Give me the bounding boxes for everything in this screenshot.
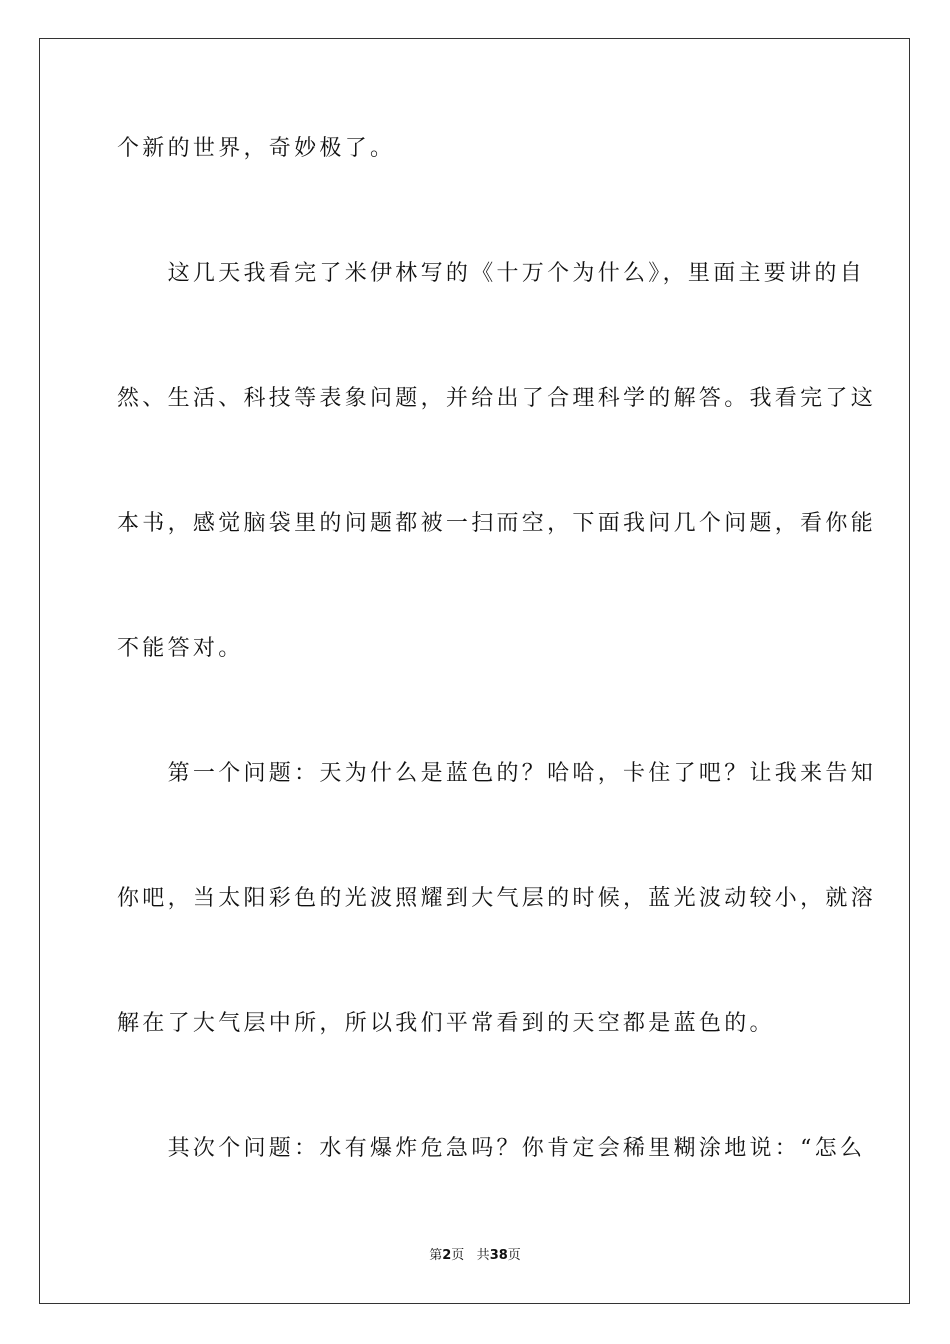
paragraph-line: 本书，感觉脑袋里的问题都被一扫而空，下面我问几个问题，看你能 [117,511,877,536]
footer-page-prefix: 第 [429,1248,443,1263]
paragraph-line: 个新的世界，奇妙极了。 [117,136,396,161]
paragraph-line: 第一个问题：天为什么是蓝色的？哈哈，卡住了吧？让我来告知 [117,761,877,786]
paragraph-line: 解在了大气层中所，所以我们平常看到的天空都是蓝色的。 [117,1011,775,1036]
footer-total-prefix: 共 [476,1248,490,1263]
page-footer [0,1247,950,1265]
paragraph-line: 然、生活、科技等表象问题，并给出了合理科学的解答。我看完了这 [117,386,877,411]
paragraph-line: 这几天我看完了米伊林写的《十万个为什么》，里面主要讲的自 [117,261,866,286]
footer-total-suffix: 页 [507,1248,521,1263]
page-border [39,38,910,1304]
footer-page-suffix: 页 [451,1248,465,1263]
paragraph-line: 你吧，当太阳彩色的光波照耀到大气层的时候，蓝光波动较小，就溶 [117,886,877,911]
paragraph-line: 其次个问题：水有爆炸危急吗？你肯定会稀里糊涂地说：“怎么 [117,1136,866,1161]
footer-page-number: 2 [442,1248,452,1263]
footer-total-pages: 38 [489,1248,508,1263]
paragraph-line: 不能答对。 [117,636,244,661]
